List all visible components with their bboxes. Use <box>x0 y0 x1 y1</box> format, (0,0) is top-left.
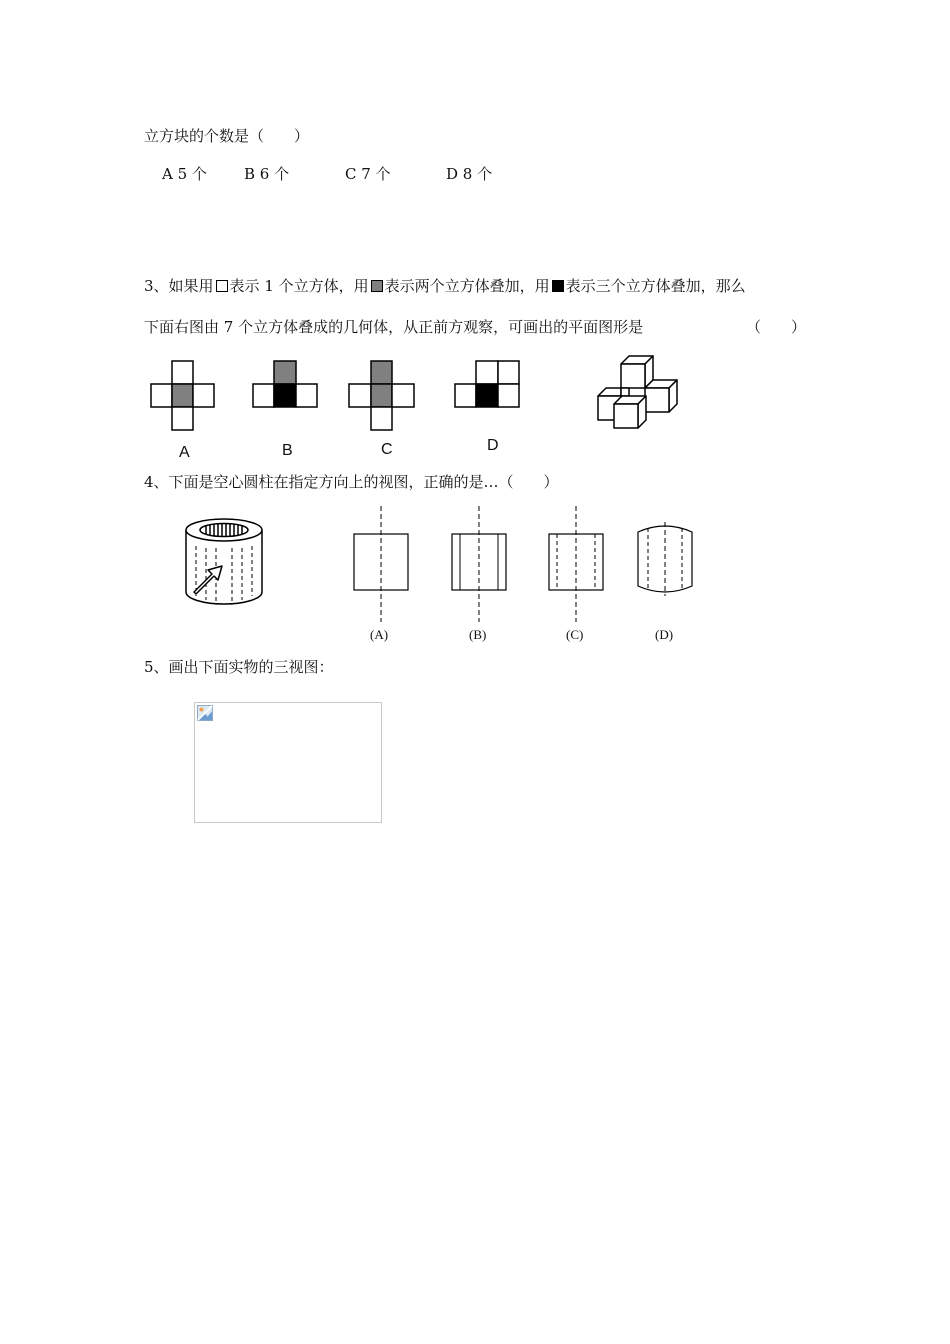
q3-option-c-label: C <box>381 441 393 458</box>
q4-option-a-view <box>352 506 412 624</box>
q3-line1-part-b: 表示 1 个立方体，用 <box>229 277 369 295</box>
q4-option-b-label: (B) <box>469 627 487 642</box>
q5-object-image-placeholder <box>194 702 382 823</box>
q2-option-c: C 7 个 <box>345 165 391 183</box>
q3-option-b-label: B <box>282 442 293 459</box>
q4-hollow-cylinder-figure <box>184 518 264 606</box>
q4-question-text: 4、下面是空心圆柱在指定方向上的视图，正确的是…（ ） <box>144 473 559 491</box>
q3-option-a-label: A <box>179 444 190 461</box>
q3-option-a-figure <box>150 360 216 432</box>
q3-line1-part-d: 表示三个立方体叠加，那么 <box>565 277 746 295</box>
q3-option-d-figure <box>454 360 522 410</box>
q3-option-c-figure <box>348 360 416 432</box>
single-cube-symbol-icon <box>216 280 228 292</box>
q3-line1-part-c: 表示两个立方体叠加，用 <box>384 277 550 295</box>
q3-stacked-cubes-figure <box>596 354 680 428</box>
q4-option-b-view <box>450 506 510 624</box>
q3-line1-part-a: 3、如果用 <box>144 277 214 295</box>
q4-option-d-view <box>636 516 696 602</box>
q4-option-c-label: (C) <box>566 627 584 642</box>
q2-option-d: D 8 个 <box>446 165 493 183</box>
q3-answer-paren: （ ） <box>746 318 807 336</box>
q4-option-c-view <box>547 506 607 624</box>
three-cube-symbol-icon <box>552 280 564 292</box>
q3-line-1 <box>144 276 746 296</box>
two-cube-symbol-icon <box>371 280 383 292</box>
q4-option-a-label: (A) <box>370 627 389 642</box>
q3-option-b-figure <box>252 360 320 410</box>
q3-line-2: 下面右图由 7 个立方体叠成的几何体，从正前方观察，可画出的平面图形是 <box>144 318 644 336</box>
broken-image-icon <box>197 705 213 721</box>
q2-option-b: B 6 个 <box>244 165 290 183</box>
q2-question-text: 立方块的个数是（ ） <box>144 127 310 145</box>
q4-option-d-label: (D) <box>655 627 674 642</box>
q2-option-a: A 5 个 <box>162 165 207 183</box>
q3-option-d-label: D <box>487 437 499 454</box>
q5-question-text: 5、画出下面实物的三视图： <box>144 658 334 676</box>
